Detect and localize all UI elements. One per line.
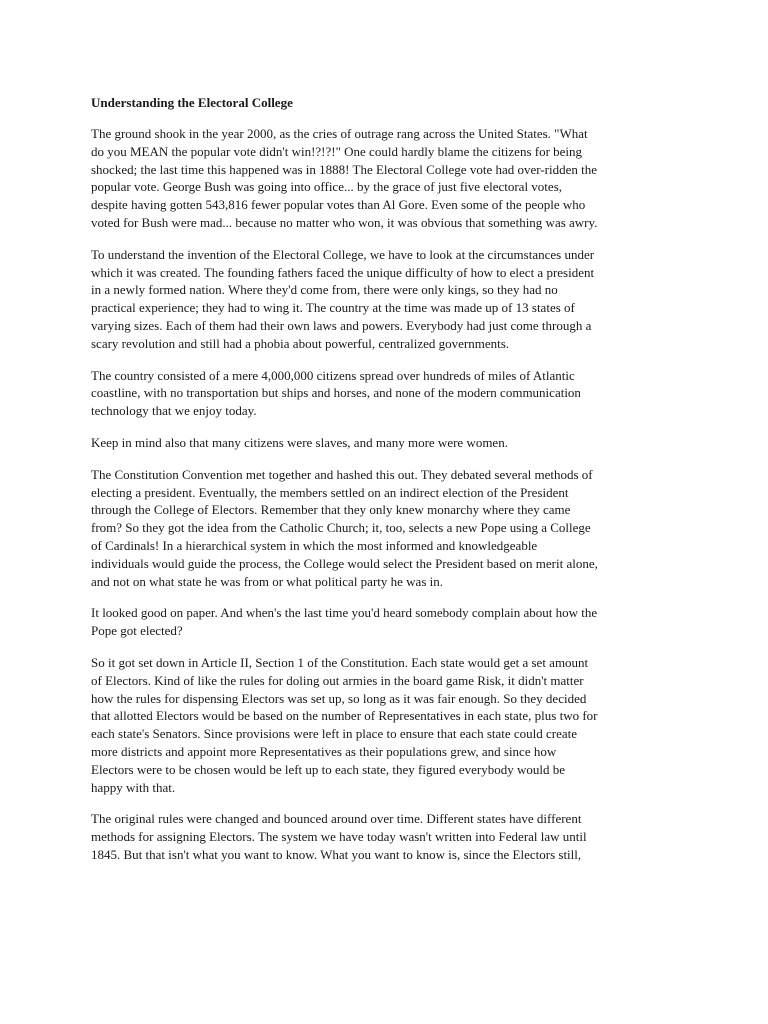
paragraph-line: methods for assigning Electors. The system we have today wasn't written into Federal law until <box>91 829 587 845</box>
paragraph-line: despite having gotten 543,816 fewer popular votes than Al Gore. Even some of the people who <box>91 197 586 213</box>
paragraph-line: through the College of Electors. Remember that they only knew monarchy where they came <box>91 502 571 518</box>
paragraph-line: Keep in mind also that many citizens were slaves, and many more were women. <box>91 434 508 450</box>
paragraph-line: scary revolution and still had a phobia about powerful, centralized governments. <box>91 335 510 351</box>
paragraph-line: from? So they got the idea from the Catholic Church; it, too, selects a new Pope using a College <box>91 520 591 536</box>
paragraph-line: The original rules were changed and bounced around over time. Different states have different <box>91 811 582 827</box>
paragraph-line: Pope got elected? <box>91 623 183 639</box>
document-title: Understanding the Electoral College <box>91 95 293 110</box>
paragraph-line: of Cardinals! In a hierarchical system in which the most informed and knowledgeable <box>91 537 538 553</box>
paragraph-line: It looked good on paper. And when's the last time you'd heard somebody complain about how the <box>91 605 598 621</box>
paragraph-line: of Electors. Kind of like the rules for doling out armies in the board game Risk, it didn't matter <box>91 672 584 688</box>
paragraph-line: happy with that. <box>91 779 176 795</box>
paragraph <box>91 466 691 591</box>
paragraph-line: individuals would guide the process, the College would select the President based on merit alone, <box>91 555 598 571</box>
paragraph-list <box>91 125 691 864</box>
paragraph-line: shocked; the last time this happened was in 1888! The Electoral College vote had over-ridden the <box>91 161 597 177</box>
paragraph-line: how the rules for dispensing Electors was set up, so long as it was fair enough. So they decided <box>91 690 587 706</box>
paragraph-line: technology that we enjoy today. <box>91 403 257 419</box>
paragraph-line: coastline, with no transportation but ships and horses, and none of the modern communication <box>91 385 581 401</box>
paragraph-line: The ground shook in the year 2000, as the cries of outrage rang across the United States. "What <box>91 126 588 141</box>
paragraph-line: varying sizes. Each of them had their own laws and powers. Everybody had just come through a <box>91 317 592 333</box>
paragraph-line: in a newly formed nation. Where they'd come from, there were only kings, so they had no <box>91 282 558 298</box>
paragraph-line: So it got set down in Article II, Section 1 of the Constitution. Each state would get a set amount <box>91 654 589 670</box>
paragraph <box>91 604 691 640</box>
paragraph-line: which it was created. The founding fathers faced the unique difficulty of how to elect a president <box>91 264 595 280</box>
paragraph-line: practical experience; they had to wing it. The country at the time was made up of 13 states of <box>91 300 575 316</box>
document-body <box>91 93 691 878</box>
paragraph-line: The Constitution Convention met together and hashed this out. They debated several methods of <box>91 466 593 482</box>
paragraph-line: voted for Bush were mad... because no matter who won, it was obvious that something was awry. <box>91 214 598 230</box>
paragraph-line: The country consisted of a mere 4,000,000 citizens spread over hundreds of miles of Atlantic <box>91 367 575 383</box>
paragraph-line: and not on what state he was from or what political party he was in. <box>91 573 443 589</box>
paragraph-line: 1845. But that isn't what you want to know. What you want to know is, since the Electors still, <box>91 846 582 862</box>
paragraph-line: popular vote. George Bush was going into office... by the grace of just five electoral votes, <box>91 179 563 195</box>
paragraph <box>91 434 691 452</box>
paragraph <box>91 246 691 353</box>
paragraph-line: Electors were to be chosen would be left up to each state, they figured everybody would be <box>91 761 565 777</box>
paragraph <box>91 810 691 863</box>
paragraph-line: more districts and appoint more Representatives as their populations grew, and since how <box>91 743 557 759</box>
paragraph <box>91 654 691 796</box>
paragraph <box>91 125 691 232</box>
paragraph-line: electing a president. Eventually, the members settled on an indirect election of the President <box>91 484 569 500</box>
paragraph-line: that allotted Electors would be based on the number of Representatives in each state, plus two for <box>91 708 598 724</box>
paragraph-line: To understand the invention of the Electoral College, we have to look at the circumstances under <box>91 246 595 262</box>
paragraph-line: do you MEAN the popular vote didn't win!?!?!" One could hardly blame the citizens for being <box>91 143 583 159</box>
paragraph-line: each state's Senators. Since provisions were left in place to ensure that each state could create <box>91 726 578 742</box>
paragraph <box>91 367 691 420</box>
